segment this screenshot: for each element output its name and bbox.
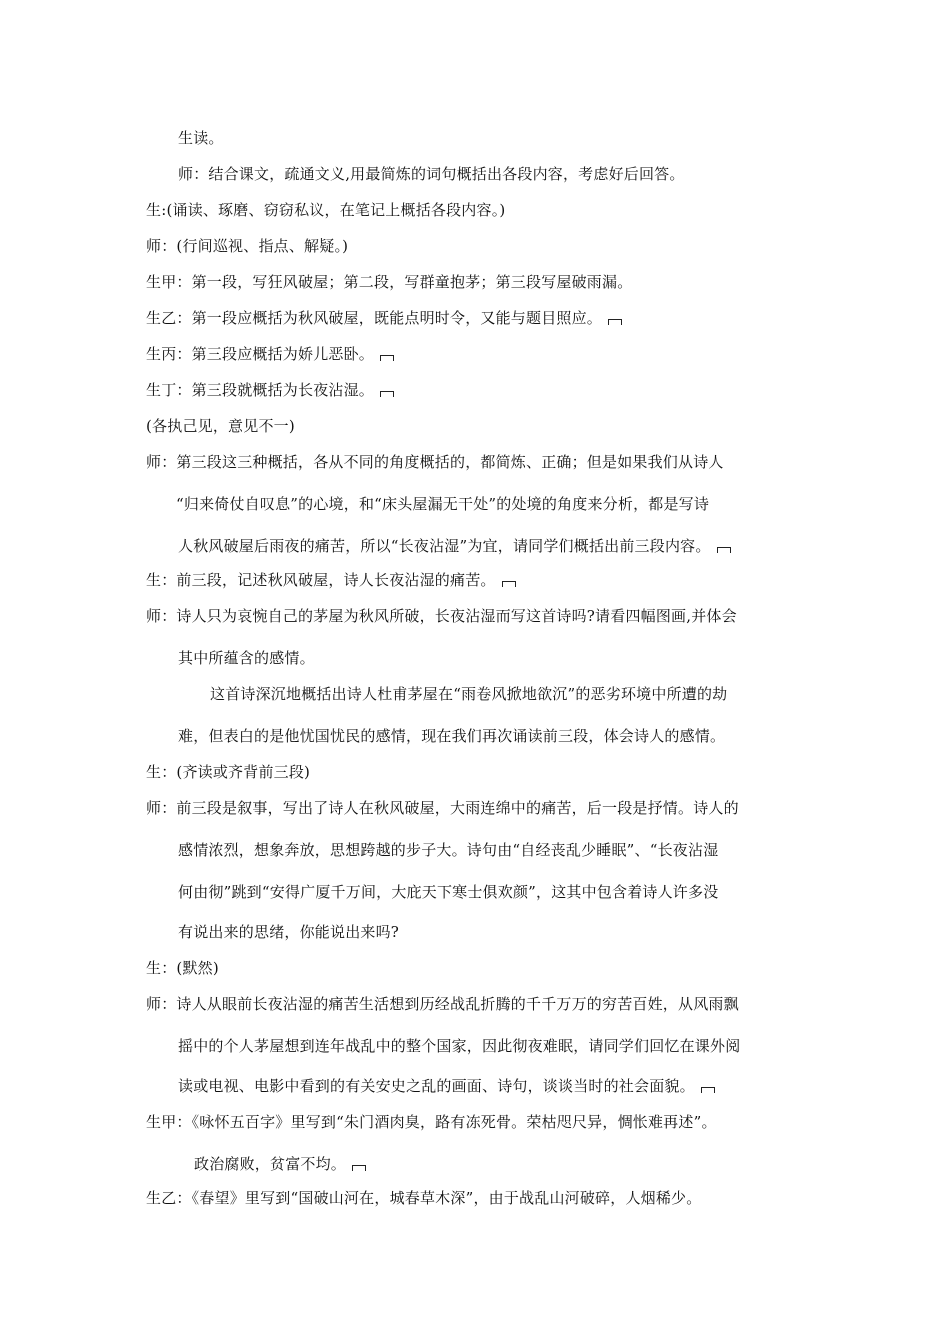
text-line: 生丙：第三段应概括为娇儿恶卧。 [146,344,394,364]
text-line: 师：前三段是叙事，写出了诗人在秋风破屋，大雨连绵中的痛苦，后一段是抒情。诗人的 [146,799,739,817]
text-line: 有说出来的思绪，你能说出来吗? [178,923,400,941]
text-line: 师：(行间巡视、指点、解疑。) [146,237,349,255]
text-line: 难，但表白的是他忧国忧民的感情，现在我们再次诵读前三段，体会诗人的感情。 [178,727,726,745]
text-line: 师：诗人只为哀惋自己的茅屋为秋风所破，长夜沾湿而写这首诗吗?请看四幅图画,并体会 [146,607,737,625]
text-line: 人秋风破屋后雨夜的痛苦，所以“长夜沾湿”为宜，请同学们概括出前三段内容。 [178,536,731,556]
text-line: 感情浓烈，想象奔放，思想跨越的步子大。诗句由“自经丧乱少睡眠”、“长夜沾湿 [178,841,719,859]
text-line: 读或电视、电影中看到的有关安史之乱的画面、诗句，谈谈当时的社会面貌。 [178,1076,715,1096]
text-line: “归来倚仗自叹息”的心境，和“床头屋漏无干处”的处境的角度来分析，都是写诗 [176,495,710,513]
revision-mark-icon [502,581,516,587]
text-line: (各执己见，意见不一) [146,417,295,435]
text-line: 这首诗深沉地概括出诗人杜甫茅屋在“雨卷风掀地欲沉”的恶劣环境中所遭的劫 [210,685,728,703]
revision-mark-icon [380,391,394,397]
revision-mark-icon [352,1165,366,1171]
revision-mark-icon [701,1087,715,1093]
text-line: 师：第三段这三种概括，各从不同的角度概括的，都简炼、正确；但是如果我们从诗人 [146,453,724,471]
text-line: 师：结合课文，疏通文义,用最简炼的词句概括出各段内容，考虑好后回答。 [178,165,685,183]
revision-mark-icon [608,319,622,325]
text-line: 生乙：《春望》里写到“国破山河在，城春草木深”，由于战乱山河破碎，人烟稀少。 [146,1189,702,1207]
text-line: 生丁：第三段就概括为长夜沾湿。 [146,380,394,400]
text-line: 政治腐败，贫富不均。 [194,1154,366,1174]
text-line: 生：(齐读或齐背前三段) [146,763,311,781]
text-line: 生：前三段，记述秋风破屋，诗人长夜沾湿的痛苦。 [146,570,516,590]
text-line: 生乙：第一段应概括为秋风破屋，既能点明时令，又能与题目照应。 [146,308,622,328]
text-line: 生甲：《咏怀五百字》里写到“朱门酒肉臭，路有冻死骨。荣枯咫尺异，惆怅难再述”。 [146,1113,717,1131]
text-line: 师：诗人从眼前长夜沾湿的痛苦生活想到历经战乱折腾的千千万万的穷苦百姓，从风雨飘 [146,995,739,1013]
text-line: 生:(诵读、琢磨、窃窃私议，在笔记上概括各段内容。) [146,201,506,219]
text-line: 其中所蕴含的感情。 [178,649,315,667]
text-line: 摇中的个人茅屋想到连年战乱中的整个国家，因此彻夜难眠，请同学们回忆在课外阅 [178,1037,741,1055]
text-line: 生：(默然) [146,959,219,977]
revision-mark-icon [717,547,731,553]
text-line: 生读。 [178,129,224,147]
text-line: 生甲：第一段，写狂风破屋；第二段，写群童抱茅；第三段写屋破雨漏。 [146,273,633,291]
revision-mark-icon [380,355,394,361]
text-line: 何由彻”跳到“安得广厦千万间，大庇天下寒士俱欢颜”，这其中包含着诗人许多没 [178,883,719,901]
